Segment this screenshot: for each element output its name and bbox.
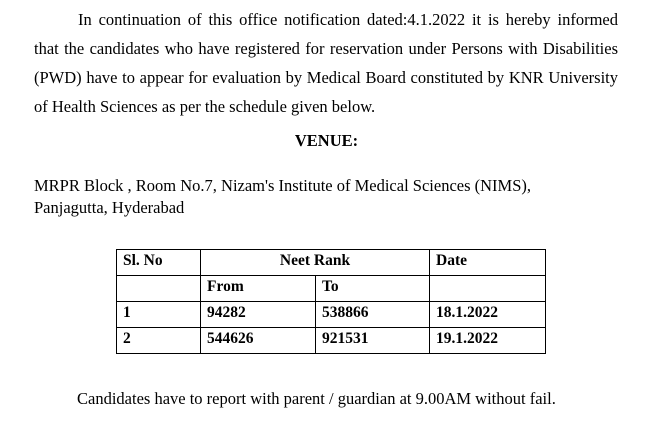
subheader-empty-sl [117, 276, 201, 302]
table-row [117, 328, 546, 354]
cell-sl: 2 [117, 328, 201, 354]
table-subheader-row [117, 276, 546, 302]
cell-from: 94282 [201, 302, 316, 328]
subheader-from: From [201, 276, 316, 302]
venue-address-line-1: MRPR Block , Room No.7, Nizam's Institute of Medical Sciences (NIMS), [34, 176, 532, 195]
intro-paragraph: In continuation of this office notification dated:4.1.2022 it is hereby informed that the candidates who have registered for reservation under Persons with Disabilities (PWD) have to appear for evaluation by Medical Board constituted by KNR University of Health Sciences as per the schedule given below. [34, 10, 618, 116]
cell-to: 921531 [316, 328, 430, 354]
cell-sl: 1 [117, 302, 201, 328]
table-header-row [117, 250, 546, 276]
header-sl-no: Sl. No [117, 250, 201, 276]
subheader-empty-date [430, 276, 546, 302]
cell-to: 538866 [316, 302, 430, 328]
venue-address-line-2: Panjagutta, Hyderabad [34, 198, 185, 217]
footer-note: Candidates have to report with parent / guardian at 9.00AM without fail. [77, 389, 556, 408]
subheader-to: To [316, 276, 430, 302]
schedule-table [116, 249, 546, 354]
cell-date: 19.1.2022 [430, 328, 546, 354]
venue-address [34, 175, 531, 219]
header-neet-rank: Neet Rank [201, 250, 430, 276]
cell-date: 18.1.2022 [430, 302, 546, 328]
table-row [117, 302, 546, 328]
cell-from: 544626 [201, 328, 316, 354]
venue-heading: VENUE: [294, 131, 359, 150]
header-date: Date [430, 250, 546, 276]
